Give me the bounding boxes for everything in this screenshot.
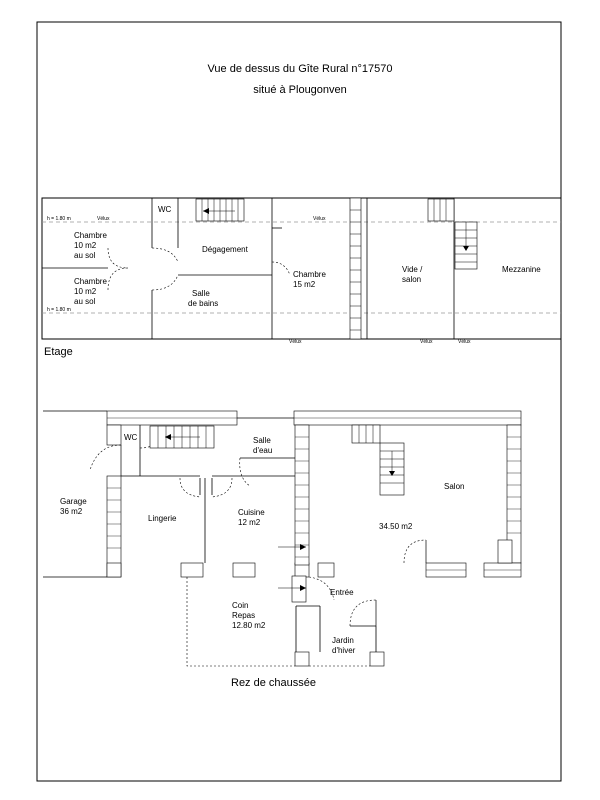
room-vide-salon: Vide /: [402, 265, 423, 274]
stairs-rdc-left: [150, 426, 214, 448]
room-mezzanine: Mezzanine: [502, 265, 541, 274]
room-salle-bains-2: de bains: [188, 299, 219, 308]
page-border: [37, 22, 561, 781]
room-vide-salon-2: salon: [402, 275, 422, 284]
room-coin-repas: Coin: [232, 601, 249, 610]
room-chambre-2-area: 10 m2: [74, 287, 97, 296]
etage-outline: [42, 198, 561, 339]
door-swing: [212, 478, 232, 497]
room-salle-eau: Salle: [253, 436, 271, 445]
room-coin-repas-2: Repas: [232, 611, 256, 620]
room-cuisine: Cuisine: [238, 508, 265, 517]
stairs-etage-right: [428, 199, 477, 269]
velux-label: Vélux: [313, 216, 326, 222]
room-chambre-3-area: 15 m2: [293, 280, 316, 289]
room-salon-area: 34.50 m2: [379, 522, 413, 531]
room-chambre-1-area: 10 m2: [74, 241, 97, 250]
velux-label: Vélux: [97, 216, 110, 222]
door-swing: [240, 458, 250, 486]
room-chambre-1-note: au sol: [74, 251, 96, 260]
stairs-etage-left: [196, 199, 244, 221]
room-jardin-2: d'hiver: [332, 646, 356, 655]
velux-label: Vélux: [289, 339, 302, 345]
height-label: h = 1.80 m: [47, 216, 71, 222]
rdc-plan: [43, 411, 521, 666]
room-chambre-3: Chambre: [293, 270, 326, 279]
velux-label: Vélux: [458, 339, 471, 345]
masonry-walls: [107, 411, 521, 666]
door-swing: [350, 600, 376, 626]
velux-label: Vélux: [420, 339, 433, 345]
stairs-rdc-salon: [352, 425, 404, 495]
room-salle-bains: Salle: [192, 289, 210, 298]
height-label: h = 1.80 m: [47, 307, 71, 313]
section-rdc: Rez de chaussée: [231, 677, 316, 689]
door-swing: [108, 248, 128, 268]
section-etage: Etage: [44, 346, 73, 358]
room-garage: Garage: [60, 497, 87, 506]
room-jardin: Jardin: [332, 636, 354, 645]
room-chambre-2: Chambre: [74, 277, 107, 286]
door-swing: [152, 275, 178, 290]
door-swing: [272, 262, 290, 275]
plan-subtitle: situé à Plougonven: [253, 84, 347, 96]
plan-title: Vue de dessus du Gîte Rural n°17570: [207, 63, 393, 75]
room-salle-eau-2: d'eau: [253, 446, 273, 455]
room-wc-rdc: WC: [124, 433, 138, 442]
door-swing: [404, 540, 426, 563]
room-salon: Salon: [444, 482, 465, 491]
room-lingerie: Lingerie: [148, 514, 177, 523]
room-degagement: Dégagement: [202, 245, 248, 254]
door-swing: [90, 445, 121, 470]
room-garage-area: 36 m2: [60, 507, 83, 516]
room-chambre-1: Chambre: [74, 231, 107, 240]
room-cuisine-area: 12 m2: [238, 518, 261, 527]
room-chambre-2-note: au sol: [74, 297, 96, 306]
room-coin-repas-area: 12.80 m2: [232, 621, 266, 630]
etage-plan: [42, 198, 561, 345]
room-entree: Entrée: [330, 588, 354, 597]
door-swing: [152, 248, 178, 262]
door-swing: [180, 478, 200, 497]
door-swing: [108, 268, 128, 290]
room-wc-etage: WC: [158, 205, 172, 214]
